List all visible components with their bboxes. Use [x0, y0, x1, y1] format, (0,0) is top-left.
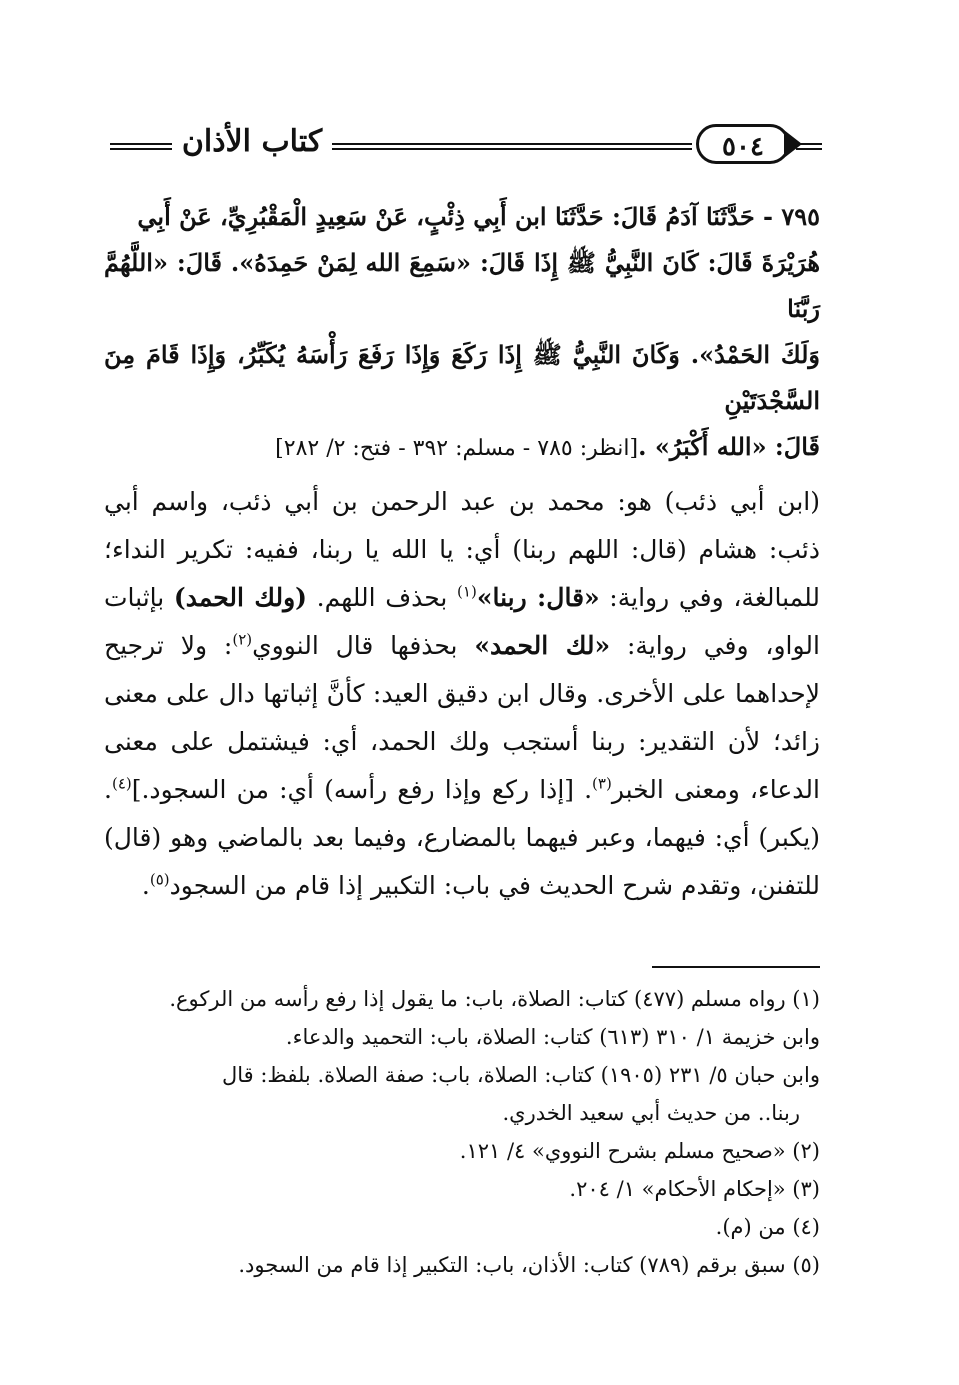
hadith-line: هُرَيْرَةَ قَالَ: كَانَ النَّبِيُّ ﷺ إِذَا قَالَ: «سَمِعَ الله لِمَنْ حَمِدَهُ». قَالَ: «اللَّهُمَّ رَبَّنَا [104, 248, 820, 323]
hadith-text [104, 194, 820, 472]
footnote-marker[interactable]: (١) [457, 582, 477, 601]
commentary-text: : ولا ترجيح لإحداهما على الأخرى. وقال ابن دقيق العيد: كأنَّ إثباتها دال على معنى زائد؛ لأن التقدير: ربنا أستجب ولك الحمد، أي: فيشتمل على معنى الدعاء، ومعنى الخبر [104, 631, 820, 804]
footnote: (٢) «صحيح مسلم بشرح النووي» ٤/ ١٢١. [459, 1139, 820, 1163]
footnote-separator [652, 966, 820, 968]
footnotes [100, 980, 820, 1284]
commentary-text: . (يكبر) أي: فيهما، وعبر فيهما بالمضارع، وفيما بعد بالماضي وهو (قال) للتفنن، وتقدم شرح الحديث في باب: التكبير إذا قام من السجود [104, 775, 820, 900]
footnote: (٣) «إحكام الأحكام» ١/ ٢٠٤. [569, 1177, 820, 1201]
commentary-text: . [إذا ركع وإذا رفع رأسه) أي: من السجود.] [131, 775, 593, 804]
hadith-line: وَلَكَ الحَمْدُ». وَكَانَ النَّبِيُّ ﷺ إِذَا رَكَعَ وَإِذَا رَفَعَ رَأْسَهُ يُكَبِّرُ، وَإِذَا قَامَ مِنَ السَّجْدَتَيْنِ [104, 340, 820, 415]
commentary-bold: «قال: ربنا» [476, 583, 600, 612]
footnote: (٤) من (م). [715, 1215, 820, 1239]
footnote-marker[interactable]: (٥) [149, 870, 170, 889]
commentary-text: بإثبات الواو، وفي رواية: [104, 583, 820, 660]
footnote: (٥) سبق برقم (٧٨٩) كتاب: الأذان، باب: التكبير إذا قام من السجود. [238, 1253, 820, 1277]
header-rule-middle [332, 142, 692, 152]
page-number: ٥٠٤ [696, 124, 790, 164]
footnote: (١) رواه مسلم (٤٧٧) كتاب: الصلاة، باب: ما يقول إذا رفع رأسه من الركوع. [169, 987, 820, 1011]
hadith-reference: [انظر: ٧٨٥ - مسلم: ٣٩٢ - فتح: ٢/ ٢٨٢] [275, 436, 639, 461]
commentary-bold: «لك الحمد» [474, 631, 611, 660]
commentary-text: بحذف اللهم. [307, 583, 458, 612]
footnote-marker[interactable]: (٢) [232, 630, 253, 649]
commentary-text: (ابن أبي ذئب) هو: محمد بن عبد الرحمن بن أبي ذئب، واسم أبي ذئب: هشام (قال: اللهم ربنا) أي: يا الله يا ربنا، ففيه: تكرير النداء؛ للمبالغة، وفي رواية: [104, 487, 821, 612]
header-rule-right [796, 142, 822, 152]
footnote: وابن حبان ٥/ ٢٣١ (١٩٠٥) كتاب: الصلاة، باب: صفة الصلاة. بلفظ: قال [221, 1063, 820, 1087]
commentary-bold: (ولك الحمد) [173, 583, 307, 612]
footnote: وابن خزيمة ١/ ٣١٠ (٦١٣) كتاب: الصلاة، باب: التحميد والدعاء. [285, 1025, 820, 1049]
commentary-paragraph [104, 478, 820, 910]
footnote-marker[interactable]: (٣) [592, 774, 612, 793]
footnote-continuation: ربنا.. من حديث أبي سعيد الخدري. [502, 1101, 800, 1125]
commentary-text: بحذفها قال النووي [252, 631, 475, 660]
footnote-marker[interactable]: (٤) [111, 774, 132, 793]
page-header [110, 122, 822, 172]
hadith-line-text: قَالَ: «الله أَكْبَرُ» . [638, 432, 820, 461]
hadith-line [104, 424, 820, 472]
commentary [104, 478, 820, 910]
hadith-line: ٧٩٥ - حَدَّثَنَا آدَمُ قَالَ: حَدَّثَنَا ابن أَبِي ذِئْبٍ، عَنْ سَعِيدٍ الْمَقْبُرِيِّ، عَنْ أَبِي [137, 202, 820, 231]
commentary-text: . [141, 871, 150, 900]
header-rule-left [110, 142, 172, 152]
book-title: كتاب الأذان [181, 124, 323, 159]
main-text [104, 194, 820, 910]
